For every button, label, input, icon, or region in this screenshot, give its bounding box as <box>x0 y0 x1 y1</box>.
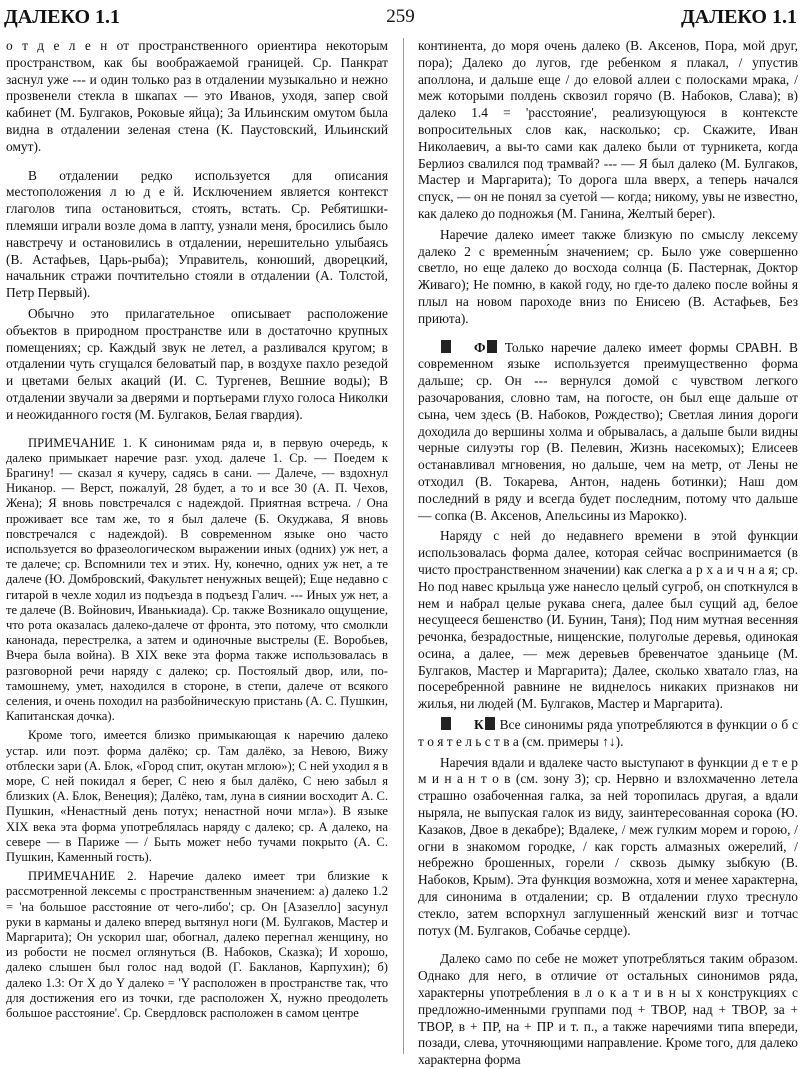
paragraph: Обычно это прилагательное описывает расположение объектов в природном пространстве или в достаточно крупных помещениях; ср. Каждый звук не летел, а разливался кругом; в отдалении чуть сгущался беловатый пар, в воздухе пахло резедой и цветами белых акаций (И. С. Тургенев, Вешние воды); В отдалении звучали за дверями и портьерами глухо голоса Николки и неожиданного гостя (М. Булгаков, Белая гвардия). <box>6 305 388 422</box>
zone-marker-icon <box>487 340 497 353</box>
zone-letter: К <box>474 717 484 733</box>
paragraph: Далеко само по себе не может употребляться таким образом. Однако для него, в отличие от остальных синонимов ряда, характерны употребления в л о к а т и в н ы х конструкциях с предложно-именными группами под + ТВОР, над + ТВОР, за + ТВОР, в + ПР, на + ПР и т. п., а также наречиями типа впереди, позади, слева, уточняющими направление. Кроме того, для далеко характерна форма <box>418 951 798 1068</box>
note-paragraph: ПРИМЕЧАНИЕ 2. Наречие далеко имеет три близкие к рассмотренной лексемы с пространственным значением: а) далеко 1.2 = 'на большое расстояние от чего-либо'; ср. Он [Азазелло] засунул руки в карманы и далеко вперед вытянул ноги (М. Булгаков, Мастер и Маргарита); Он ускорил шаг, обогнал, далеко перегнал женщину, но из робости не посмел оглянуться (В. Набоков, Сказка); И хорошо, далеко слышен был голос над водой (Г. Бакланов, Карпухин); б) далеко 1.3: От X до Y далеко = 'Y расположен в пространстве так, что для достижения его из точки, где расположен X, нужно преодолеть большое расстояние'. Ср. Свердловск расположен в самом центре <box>6 869 388 1021</box>
paragraph-text: Только наречие далеко имеет формы СРАВН. В современном языке используется преимущественно форма дальше; ср. Он --- вернулся домой с чувством легкого разочарования, словно там, на погосте, он был еще дальше от сына, чем здесь (В. Набоков, Рождество); Светлая линия дороги доходила до вершины холма и обрывалась, а дальше были видны черные силуэты гор (В. Пелевин, Жизнь насекомых); Елисеев останавливал мгновения, но дальше, чем на метр, от Лены не отходил (В. Токарева, Антон, надень ботинки); Наш дом последний в ряду и всегда будет последним, потому что дальше — сопка (В. Аксенов, Апельсины из Марокко). <box>418 339 798 523</box>
left-column <box>6 38 388 1054</box>
zone-marker-icon <box>485 717 495 730</box>
paragraph: о т д е л е н от пространственного ориентира некоторым пространством, как бы воображаемой границей. Ср. Панкрат заснул уже --- и один только раз в отдалении музыкально и нежно прозвенели стекла в шкапах — это Иванов, уходя, запер свой кабинет (М. Булгаков, Роковые яйца); За Ильинским омутом была видна в отдалении зеленая стена (К. Паустовский, Ильинский омут). <box>6 38 388 154</box>
paragraph-construction <box>418 717 798 751</box>
paragraph-text: Все синонимы ряда употребляются в функции о б с т о я т е л ь с т в а (см. примеры ↑↓). <box>418 717 798 749</box>
paragraph-comparative <box>418 340 798 525</box>
zone-marker-icon <box>441 340 451 353</box>
header-right-title: ДАЛЕКО 1.1 <box>680 6 797 28</box>
paragraph: Наряду с ней до недавнего времени в этой функции использовалась форма далее, которая сейчас воспринимается (в чисто пространственном значении) как слегка а р х а и ч н а я; ср. Но под навес крыльца уже нанесло целый сугроб, он споткнулся в нем и набрал целые рукава снега, далее был сущий ад, белое несущееся бешенство (И. Бунин, Таня); Под ним мутная весенняя речонка, безрадостные, нищенские, полуголые деревья, одинокая осина, а далее, — меж деревьев бревенчатое зданьице (М. Булгаков, Мастер и Маргарита); Далее, сколько хватало глаз, на посеребренной равнине не виднелось никаких признаков ни жилья, ни людей (М. Булгаков, Мастер и Маргарита). <box>418 528 798 712</box>
note-paragraph: Кроме того, имеется близко примыкающая к наречию далеко устар. или поэт. форма далёко; ср. Там далёко, за Невою, Вижу отблески зари (А. Блок, «Город спит, окутан мглою»); С ней уходил я в море, С ней покидал я берег, С нею я был далёко, С нею забыл я близких (А. Блок, Венеция); Далёко, там, луна в сиянии восходит А. С. Пушкин, «Ненастный день потух; ненастной ночи мгла»). В языке XIX века эта форма употреблялась наряду с далеко; ср. А далеко, на севере — в Париже — / Быть может небо тучами покрыто (А. С. Пушкин, Каменный гость). <box>6 728 388 865</box>
paragraph: В отдалении редко используется для описания местоположения л ю д е й. Исключением является контекст глаголов типа остановиться, стоять, встать. Ср. Ребятишки-племяши играли возле дома в лапту, узнали меня, бросились было навстречу и остановились в отдалении, нерешительно улыбаясь (В. Астафьев, Царь-рыба); Управитель, конюший, дворецкий, начальник стражи почтительно стояли в отдалении (А. Толстой, Петр Первый). <box>6 167 388 301</box>
right-column <box>418 38 798 1068</box>
running-header <box>4 6 797 30</box>
zone-letter: Ф <box>474 339 486 355</box>
column-divider <box>403 38 404 1054</box>
note-paragraph: ПРИМЕЧАНИЕ 1. К синонимам ряда и, в первую очередь, к далеко примыкает наречие разг. уход. далече 1. Ср. — Поедем к Брагину! — сказал я кучеру, садясь в сани. — Далече, — вздохнул Никанор. — Верст, пожалуй, 28 будет, а то и все 30 (А. П. Чехов, Жена); Я вновь повстречался с надеждой. Приятная встреча. / Она проживает все там же, то я был далече (Б. Окуджава, Я вновь повстречался с надеждой). В современном языке оно часто используется во фразеологическом выражении иных (одних) уж нет, а те далече; ср. Вспомнили тех и этих. Ну, конечно, одних уж нет, а те далече (Ю. Домбровский, Факультет ненужных вещей); Еще недавно с гитарой в чехле ходил из подъезда в подъезд Галич. --- Иных уж нет, а те далече (В. Войнович, Иванькиада). Ср. также Возникало ощущение, что рота оказалась далеко-далече от фронта, это потому, что смолкли канонада, перестрелка, а затем и одиночные выстрелы (Е. Воробьев, Вчера была война). В XIX веке эта форма также использовалась в разговорной речи наряду с далеко; ср. Постоялый двор, или, по-тамошнему, умет, находился в стороне, в степи, далече от всякого селения, и очень походил на разбойническую пристань (А. С. Пушкин, Капитанская дочка). <box>6 435 388 724</box>
paragraph: Наречие далеко имеет также близкую по смыслу лексему далеко 2 с временны́м значением; ср. Было уже совершенно светло, но еще далеко до восхода солнца (Б. Пастернак, Доктор Живаго); Не помню, в какой году, но где-то далеко после войны я плыл на новом пароходе вниз по Енисею (В. Астафьев, Без приюта). <box>418 226 798 326</box>
page-number: 259 <box>386 6 415 27</box>
paragraph: континента, до моря очень далеко (В. Аксенов, Пора, мой друг, пора); Далеко до лугов, где ребенком я плакал, / упустив аполлона, и дальше еще / до еловой аллеи с полосками мрака, / меж которыми полдень сквозил горячо (В. Набоков, Слава); в) далеко 1.4 = 'расстояние', реализующуюся в контексте вопросительных слов как, насколько; ср. Скажите, Иван Николаевич, а вы-то сами как далеко были от турникета, когда Берлиоз свалился под трамвай? --- — Я был далеко (М. Булгаков, Мастер и Маргарита); То дорога шла вверх, а теперь начался спуск, — он не понял за суетой — когда; никому, увы не известно, как далеко до подножья (М. Ганина, Желтый берег). <box>418 38 798 221</box>
zone-marker-icon <box>441 717 451 730</box>
paragraph: Наречия вдали и вдалеке часто выступают в функции д е т е р м и н а н т о в (см. зону З); ср. Нервно и взлохмаченно летела страшно озабоченная галка, за ней торопилась другая, а вдали ныряла, не выпуская галок из виду, заинтересованная сорока (Ю. Казаков, Двое в декабре); Вдалеке, / меж гулким морем и горою, / огни в знакомом городке, / как горсть алмазных ожерелий, / небрежно брошенных, горели / сквозь дымку зыбкую (В. Набоков, Крым). Эта функция возможна, хотя и менее характерна, для синонима в отдалении; ср. В отдалении глухо треснуло стекло, затем вспорхнул заглушенный женский визг и тотчас потух (М. Булгаков, Собачье сердце). <box>418 754 798 938</box>
header-left-title: ДАЛЕКО 1.1 <box>4 6 121 28</box>
